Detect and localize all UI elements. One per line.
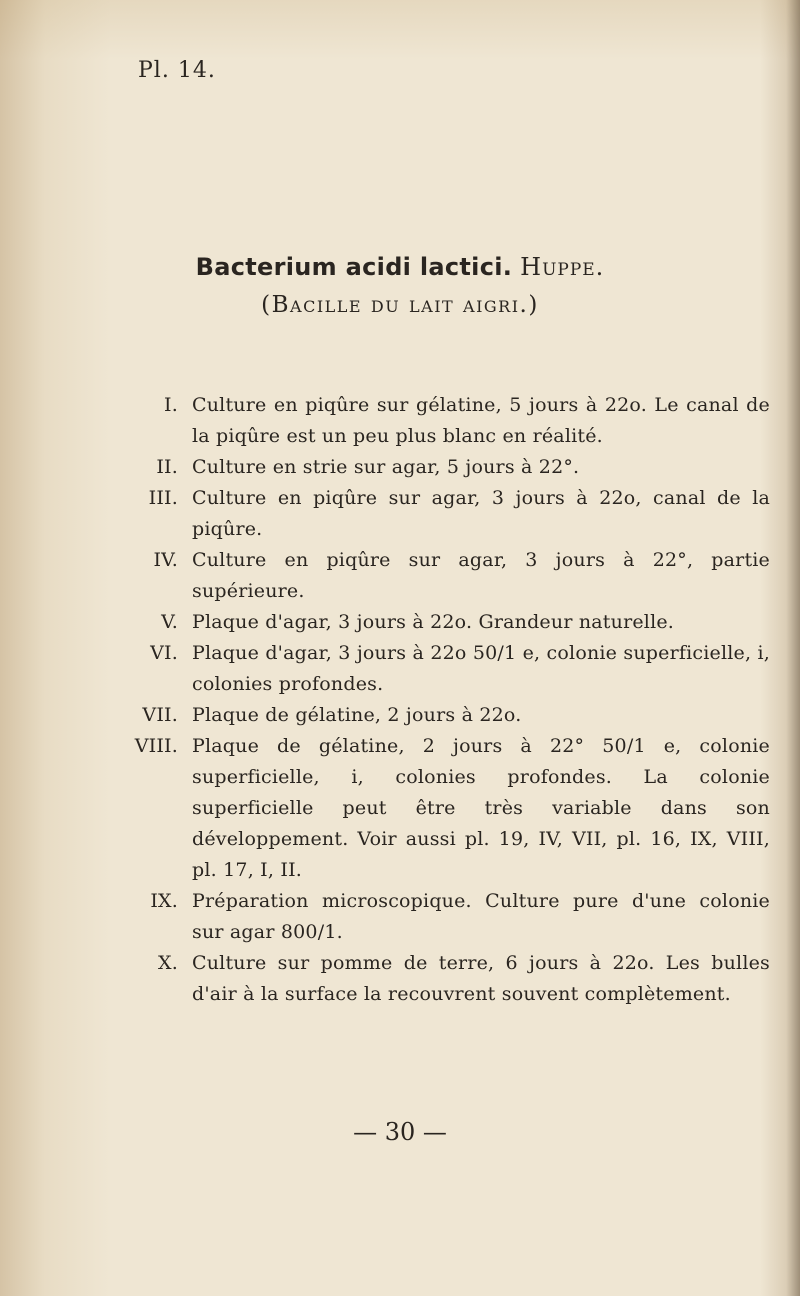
entry-text: Culture en piqûre sur agar, 3 jours à 22°, partie supérieure. [192,549,770,602]
legend-entry [130,545,770,607]
entry-text: Plaque de gélatine, 2 jours à 22° 50/1 e, colonie superficielle, i, colonies profondes. La colonie superficielle peut être très variable dans son développement. Voir aussi pl. 19, IV, VII, pl. 16, IX, VIII, pl. 17, I, II. [192,735,770,881]
legend-entry [130,638,770,700]
legend-entry [130,483,770,545]
entry-numeral: II . [130,452,178,483]
page-subtitle: (Bacille du lait aigri.) [261,292,539,318]
entry-text: Préparation microscopique. Culture pure d'une colonie sur agar 800/1. [192,890,770,943]
plate-label: Pl. 14. [138,58,216,83]
legend-entry [130,390,770,452]
entry-numeral: X . [130,948,178,979]
page-number: — 30 — [353,1118,447,1146]
scientific-name: Bacterium acidi lactici. [195,253,513,281]
entry-text: Culture sur pomme de terre, 6 jours à 22o. Les bulles d'air à la surface la recouvrent souvent complètement. [192,952,770,1005]
entry-text: Plaque d'agar, 3 jours à 22o. Grandeur naturelle. [192,611,675,633]
entry-numeral: VIII . [130,731,178,762]
entry-text: Plaque de gélatine, 2 jours à 22o. [192,704,522,726]
legend-entry [130,452,770,483]
legend-entry [130,886,770,948]
entry-numeral: III . [130,483,178,514]
entry-text: Culture en strie sur agar, 5 jours à 22°. [192,456,580,478]
legend-entry [130,731,770,886]
figure-legend [130,390,770,1010]
author-name: Huppe. [520,253,605,281]
entry-numeral: V . [130,607,178,638]
entry-numeral: IX . [130,886,178,917]
entry-text: Culture en piqûre sur agar, 3 jours à 22o, canal de la piqûre. [192,487,770,540]
entry-numeral: VII . [130,700,178,731]
legend-entry [130,700,770,731]
entry-text: Plaque d'agar, 3 jours à 22o 50/1 e, colonie superficielle, i, colonies profondes. [192,642,770,695]
page-title [0,252,800,281]
entry-numeral: I . [130,390,178,421]
legend-entry [130,607,770,638]
entry-numeral: IV . [130,545,178,576]
legend-entry [130,948,770,1010]
entry-numeral: VI . [130,638,178,669]
entry-text: Culture en piqûre sur gélatine, 5 jours à 22o. Le canal de la piqûre est un peu plus blanc en réalité. [192,394,770,447]
